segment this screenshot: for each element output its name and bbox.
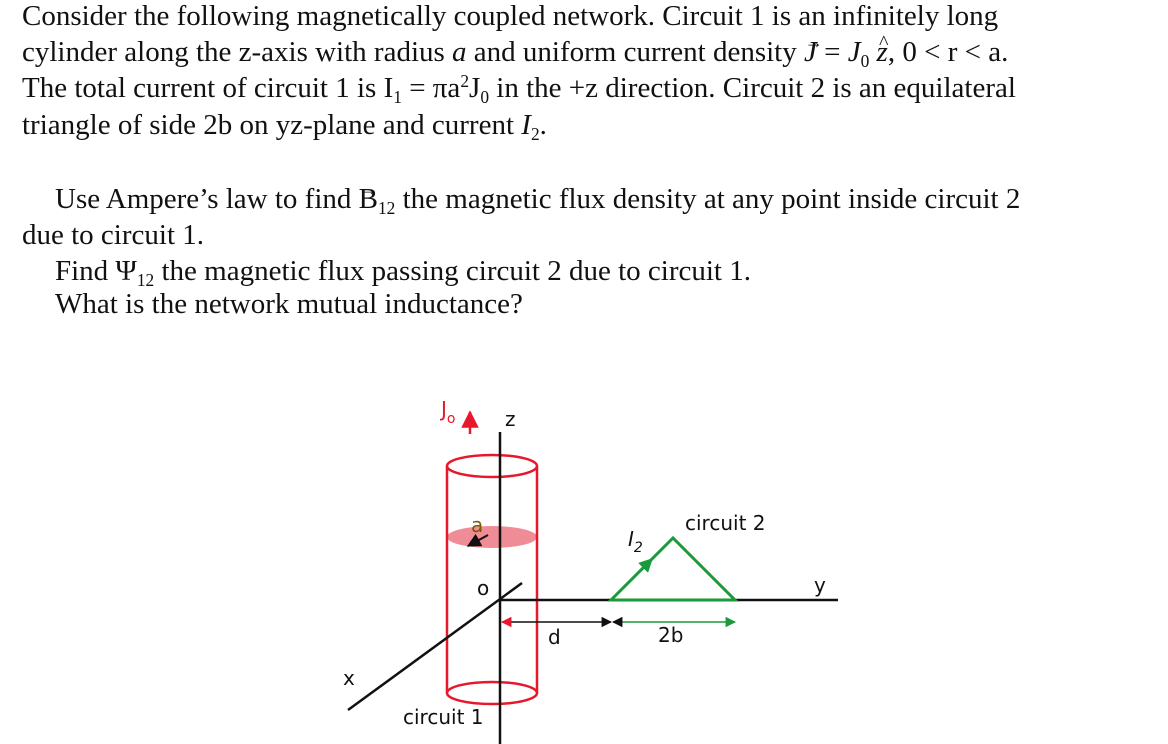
problem-text: Consider the following magnetically coupled network. Circuit 1 is an infinitely long: [22, 0, 999, 32]
cross-section-disk: [447, 526, 537, 548]
question-text: Use Ampere’s law to find: [55, 183, 359, 215]
question-text: Find Ψ: [55, 255, 137, 287]
psi12-subscript: 12: [136, 270, 155, 291]
z-unit-vector: ^ z: [877, 34, 888, 71]
j0-subscript: 0: [480, 87, 490, 108]
z-axis-label: z: [505, 407, 516, 431]
j0-subscript: 0: [860, 51, 870, 72]
2b-label: 2b: [658, 623, 684, 647]
i2-symbol: I: [521, 109, 531, 141]
i1-subscript: 1: [393, 87, 402, 108]
y-axis-label: y: [814, 573, 826, 597]
radius-label: a: [471, 513, 484, 537]
j0-label: $J_o$: [441, 397, 456, 427]
question-text: What is the network mutual inductance?: [55, 288, 523, 320]
problem-text: = πa: [401, 72, 461, 104]
cylinder-circuit-1: [447, 455, 537, 704]
problem-text: The total current of circuit 1 is I: [22, 72, 394, 104]
circuit-1-label: circuit 1: [403, 705, 484, 729]
i2-label: $I_2$: [628, 527, 643, 556]
b12-subscript: 12: [377, 198, 396, 219]
squared-superscript: 2: [460, 71, 470, 92]
question-text: the magnetic flux density at any point inside circuit 2: [395, 183, 1021, 215]
radius-variable: a: [452, 36, 467, 68]
problem-text: J: [469, 72, 481, 104]
i2-arrow: [638, 559, 652, 573]
x-axis: [348, 583, 522, 710]
circuit-2-label: circuit 2: [685, 511, 766, 535]
b-vector: → B: [359, 181, 378, 218]
radius-range: , 0 < r < a.: [887, 36, 1009, 68]
j0-symbol: J: [847, 36, 861, 68]
question-text: the magnetic flux passing circuit 2 due to circuit 1.: [154, 255, 751, 287]
problem-text: and uniform current density: [466, 36, 804, 68]
current-density-vector: → J: [804, 34, 817, 71]
origin-label: o: [477, 576, 490, 600]
x-axis-label: x: [343, 666, 355, 690]
d-label: d: [548, 625, 561, 649]
problem-text: triangle of side 2b on yz-plane and current: [22, 109, 522, 141]
question-text: due to circuit 1.: [22, 219, 205, 251]
equals-sign: =: [816, 36, 848, 68]
problem-text: in the +z direction. Circuit 2 is an equilateral: [489, 72, 1016, 104]
problem-text: cylinder along the z-axis with radius: [22, 36, 453, 68]
period: .: [539, 109, 547, 141]
i2-subscript: 2: [530, 124, 540, 145]
